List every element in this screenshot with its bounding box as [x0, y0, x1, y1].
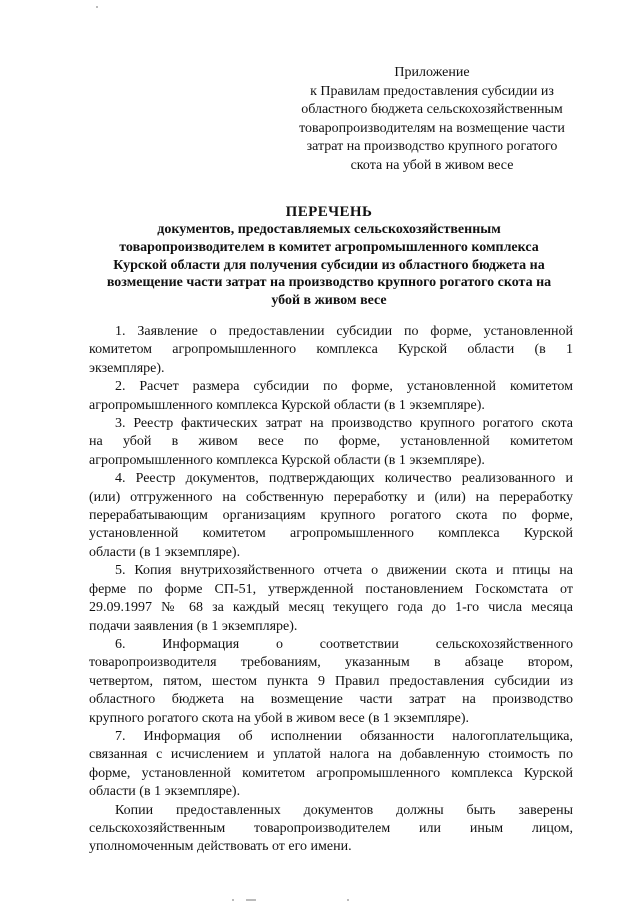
paragraph-line: областного бюджета на возмещение части затрат на производство: [89, 692, 573, 708]
paragraph-line: экземпляре).: [89, 360, 165, 376]
paragraph-line: (или) отгруженного на собственную переработку и (или) на переработку: [89, 489, 573, 505]
paragraph-line: Копии предоставленных документов должны быть заверены: [115, 802, 573, 818]
scan-speck: [347, 899, 349, 901]
paragraph-line: товаропроизводителя требованиям, указанным в абзаце втором,: [89, 655, 573, 671]
list-item: [89, 323, 573, 378]
subtitle-line: убой в живом весе: [271, 293, 387, 309]
paragraph-line: установленной комитетом агропромышленного комплекса Курской: [89, 526, 573, 542]
paragraph-line: на убой в живом весе по форме, установленной комитетом: [89, 434, 573, 450]
list-item: [89, 378, 573, 415]
paragraph-line: ферме по форме СП-51, утвержденной постановлением Госкомстата от: [89, 581, 573, 597]
paragraph-line: области (в 1 экземпляре).: [89, 784, 241, 800]
paragraph-line: комитетом агропромышленного комплекса Курской области (в 1: [89, 342, 573, 358]
paragraph-line: 5. Копия внутрихозяйственного отчета о движении скота и птицы на: [115, 563, 573, 579]
paragraph-line: 7. Информация об исполнении обязанности налогоплательщика,: [115, 728, 573, 744]
scan-speck: [246, 899, 256, 901]
closing-note: [89, 802, 573, 857]
paragraph-line: связанная с исчислением и уплатой налога на добавленную стоимость по: [89, 747, 573, 763]
paragraph-line: подачи заявления (в 1 экземпляре).: [89, 618, 298, 634]
appendix-line: Приложение: [394, 65, 470, 80]
list-item: [89, 636, 573, 728]
scan-speck: [96, 6, 98, 8]
appendix-block: [262, 64, 602, 176]
paragraph-line: сельскохозяйственным товаропроизводителем или иным лицом,: [89, 820, 573, 836]
subtitle-line: документов, предоставляемых сельскохозяйственным: [157, 222, 501, 237]
paragraph-line: 2. Расчет размера субсидии по форме, установленной комитетом: [115, 379, 573, 395]
appendix-line: к Правилам предоставления субсидии из: [310, 83, 554, 99]
paragraph-line: четвертом, пятом, шестом пункта 9 Правил предоставления субсидии из: [89, 673, 573, 689]
paragraph-line: 3. Реестр фактических затрат на производство крупного рогатого скота: [115, 416, 573, 432]
paragraph-line: 1. Заявление о предоставлении субсидии по форме, установленной: [115, 324, 573, 339]
paragraph-line: 4. Реестр документов, подтверждающих количество реализованного и: [115, 471, 573, 487]
appendix-line: областного бюджета сельскохозяйственным: [301, 102, 563, 118]
list-item: [89, 562, 573, 636]
appendix-line: скота на убой в живом весе: [350, 157, 514, 173]
scan-speck: [232, 899, 234, 901]
subtitle-line: Курской области для получения субсидии из областного бюджета на: [113, 257, 545, 273]
document-subtitle: [60, 221, 598, 310]
paragraph-line: перерабатывающим организациям крупного рогатого скота по форме,: [89, 508, 573, 524]
paragraph-line: агропромышленного комплекса Курской области (в 1 экземпляре).: [89, 452, 485, 468]
appendix-line: затрат на производство крупного рогатого: [306, 139, 558, 155]
list-item: [89, 415, 573, 470]
paragraph-line: форме, установленной комитетом агропромышленного комплекса Курской: [89, 765, 573, 781]
list-item: [89, 728, 573, 802]
paragraph-line: 6. Информация о соответствии сельскохозяйственного: [115, 636, 573, 652]
list-item: [89, 470, 573, 562]
document-body: [89, 323, 573, 857]
paragraph-line: крупного рогатого скота на убой в живом весе (в 1 экземпляре).: [89, 710, 470, 726]
subtitle-line: возмещение части затрат на производство крупного рогатого скота на: [106, 275, 552, 291]
paragraph-line: уполномоченным действовать от его имени.: [89, 839, 352, 855]
paragraph-line: агропромышленного комплекса Курской области (в 1 экземпляре).: [89, 397, 485, 413]
subtitle-line: товаропроизводителем в комитет агропромышленного комплекса: [119, 239, 539, 255]
document-title: ПЕРЕЧЕНЬ: [285, 204, 373, 220]
paragraph-line: 29.09.1997 № 68 за каждый месяц текущего года до 1-го числа месяца: [89, 600, 573, 616]
paragraph-line: области (в 1 экземпляре).: [89, 544, 241, 560]
appendix-line: товаропроизводителям на возмещение части: [299, 120, 565, 136]
